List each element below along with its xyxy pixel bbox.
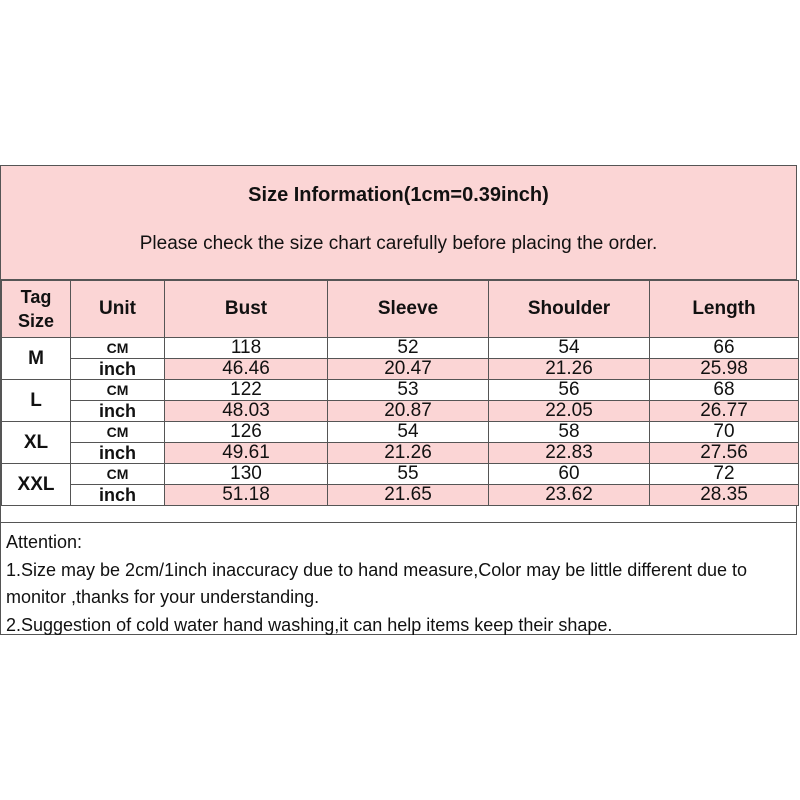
col-header-bust: Bust	[165, 281, 328, 338]
sleeve-value: 52	[328, 338, 489, 359]
length-value: 26.77	[650, 401, 799, 422]
shoulder-value: 23.62	[489, 485, 650, 506]
shoulder-value: 56	[489, 380, 650, 401]
shoulder-value: 58	[489, 422, 650, 443]
sleeve-value: 21.65	[328, 485, 489, 506]
table-row	[2, 338, 799, 359]
bust-value: 130	[165, 464, 328, 485]
table-row	[2, 443, 799, 464]
size-table	[1, 280, 799, 506]
table-header-row	[2, 281, 799, 338]
length-value: 27.56	[650, 443, 799, 464]
size-label: M	[2, 338, 71, 380]
table-row	[2, 422, 799, 443]
size-label: XL	[2, 422, 71, 464]
chart-subtitle: Please check the size chart carefully before placing the order.	[139, 233, 658, 254]
table-row	[2, 380, 799, 401]
size-label: L	[2, 380, 71, 422]
length-value: 70	[650, 422, 799, 443]
bust-value: 118	[165, 338, 328, 359]
table-row	[2, 359, 799, 380]
shoulder-value: 54	[489, 338, 650, 359]
unit-cm: CM	[71, 338, 165, 359]
bust-value: 126	[165, 422, 328, 443]
attention-line-1: 1.Size may be 2cm/1inch inaccuracy due to hand measure,Color may be little different due to monitor ,thanks for your understanding.	[6, 559, 748, 607]
attention-line-2: 2.Suggestion of cold water hand washing,it can help items keep their shape.	[6, 614, 613, 635]
unit-cm: CM	[71, 380, 165, 401]
bust-value: 51.18	[165, 485, 328, 506]
sleeve-value: 20.47	[328, 359, 489, 380]
length-value: 68	[650, 380, 799, 401]
col-header-length: Length	[650, 281, 799, 338]
unit-inch: inch	[71, 359, 165, 380]
size-label: XXL	[2, 464, 71, 506]
sleeve-value: 20.87	[328, 401, 489, 422]
length-value: 66	[650, 338, 799, 359]
attention-notes	[1, 522, 796, 634]
chart-header	[1, 166, 796, 280]
col-header-shoulder: Shoulder	[489, 281, 650, 338]
attention-heading: Attention:	[6, 532, 83, 552]
bust-value: 49.61	[165, 443, 328, 464]
unit-cm: CM	[71, 464, 165, 485]
length-value: 72	[650, 464, 799, 485]
sleeve-value: 55	[328, 464, 489, 485]
shoulder-value: 22.83	[489, 443, 650, 464]
sleeve-value: 53	[328, 380, 489, 401]
unit-inch: inch	[71, 485, 165, 506]
shoulder-value: 22.05	[489, 401, 650, 422]
sleeve-value: 21.26	[328, 443, 489, 464]
size-chart	[0, 165, 797, 635]
shoulder-value: 60	[489, 464, 650, 485]
unit-inch: inch	[71, 401, 165, 422]
unit-cm: CM	[71, 422, 165, 443]
table-row	[2, 401, 799, 422]
bust-value: 48.03	[165, 401, 328, 422]
col-header-size: Size	[17, 311, 55, 331]
length-value: 28.35	[650, 485, 799, 506]
length-value: 25.98	[650, 359, 799, 380]
col-header-tag-size	[2, 281, 71, 338]
chart-title: Size Information(1cm=0.39inch)	[248, 184, 549, 206]
col-header-sleeve: Sleeve	[328, 281, 489, 338]
bust-value: 122	[165, 380, 328, 401]
col-header-unit: Unit	[71, 281, 165, 338]
col-header-tag: Tag	[20, 287, 52, 307]
unit-inch: inch	[71, 443, 165, 464]
bust-value: 46.46	[165, 359, 328, 380]
shoulder-value: 21.26	[489, 359, 650, 380]
table-row	[2, 485, 799, 506]
table-row	[2, 464, 799, 485]
sleeve-value: 54	[328, 422, 489, 443]
